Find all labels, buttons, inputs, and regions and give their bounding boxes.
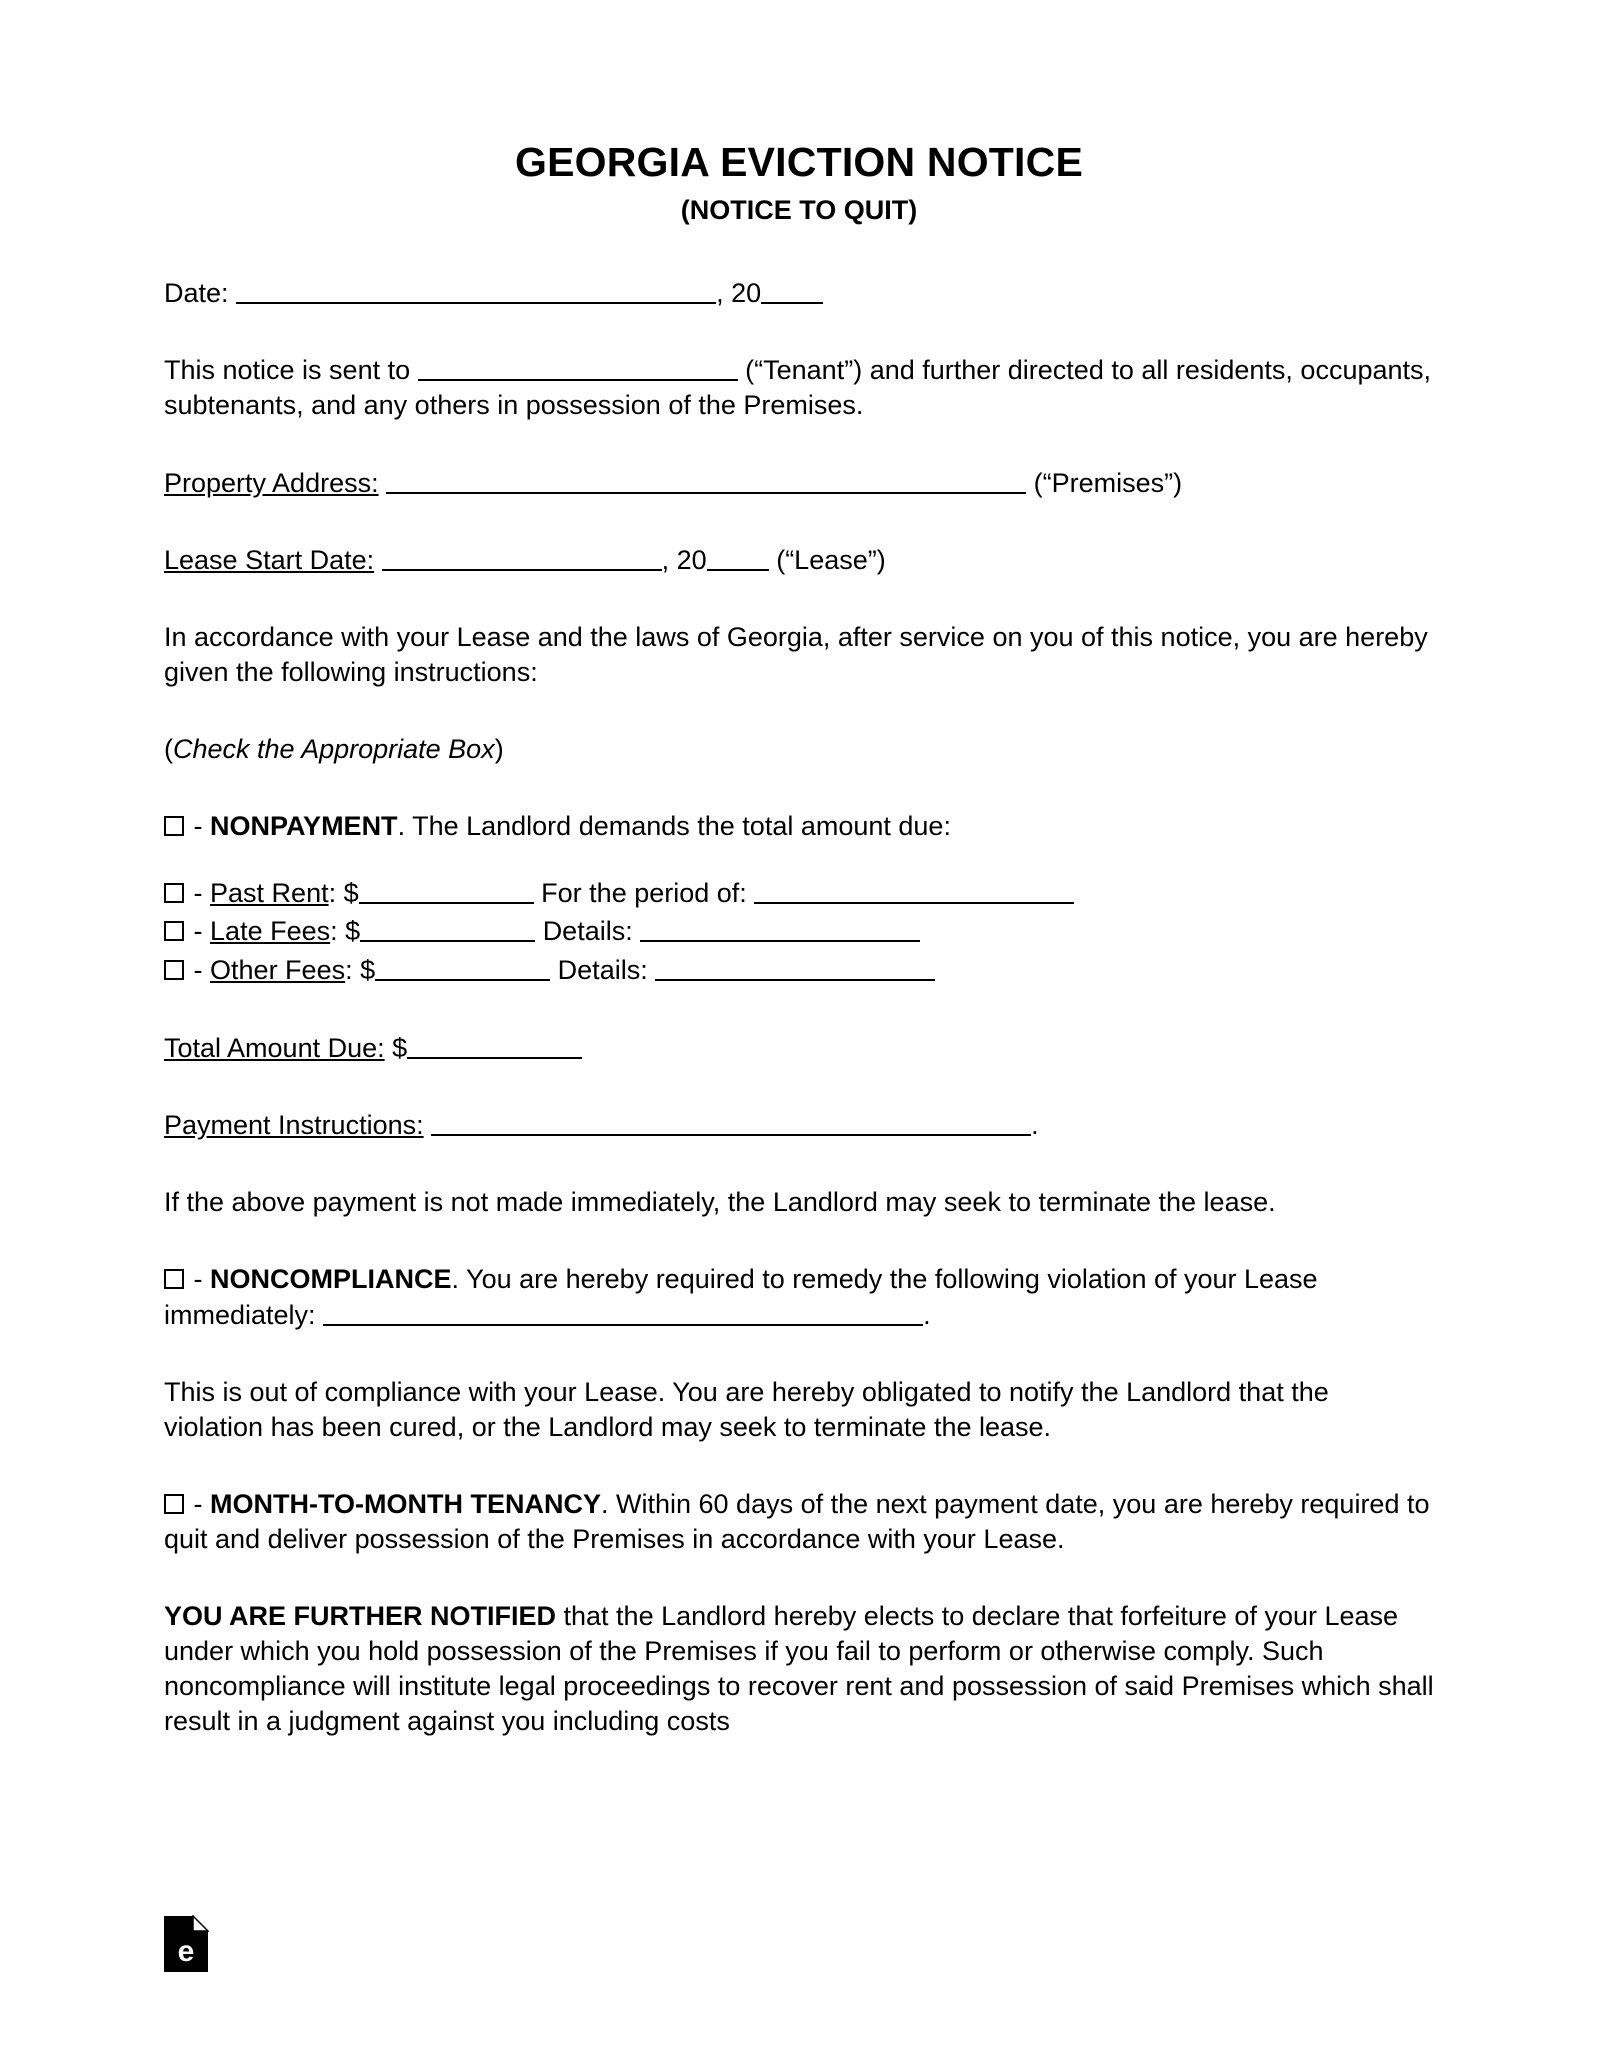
- other-fees-details-field[interactable]: [655, 953, 935, 981]
- noncompliance-follow-up-paragraph: This is out of compliance with your Lease. You are hereby obligated to notify the Landlord that the violation has been cured, or the Landlord may seek to terminate the lease.: [164, 1376, 1329, 1442]
- spacer: [164, 844, 1434, 874]
- date-year-blank-field[interactable]: [761, 277, 823, 305]
- other-fees-checkbox[interactable]: [164, 960, 184, 980]
- other-fees-label: Other Fees: [210, 954, 346, 985]
- noncompliance-period: .: [923, 1299, 931, 1330]
- notice-sent-to-paragraph: [164, 353, 1434, 423]
- other-fees-dash: -: [193, 954, 203, 985]
- spacer: [164, 578, 1434, 620]
- lease-start-date-blank-field[interactable]: [382, 543, 662, 571]
- date-year-prefix: , 20: [716, 278, 762, 309]
- lease-start-date-year-prefix: , 20: [661, 544, 707, 575]
- month-to-month-option: [164, 1487, 1434, 1557]
- payment-instructions-period: .: [1031, 1110, 1039, 1141]
- past-rent-dash: -: [193, 878, 203, 909]
- check-instruction-text: Check the Appropriate Box: [173, 733, 495, 764]
- other-fees-amount-field[interactable]: [375, 953, 550, 981]
- property-address-line: [164, 466, 1434, 501]
- total-amount-due-field[interactable]: [407, 1031, 582, 1059]
- other-fees-colon: :: [345, 954, 353, 985]
- nonpayment-checkbox[interactable]: [164, 816, 184, 836]
- spacer: [164, 1445, 1434, 1487]
- document-body: [164, 140, 1434, 1739]
- lease-start-date-line: [164, 543, 1434, 578]
- page-subtitle: (NOTICE TO QUIT): [680, 194, 918, 225]
- spacer: [164, 1143, 1434, 1185]
- property-address-label: Property Address:: [164, 467, 379, 498]
- further-notice-body: that the Landlord hereby elects to declare that forfeiture of your Lease under which you hold possession of the Premises if you fail to perform or otherwise comply. Such noncompliance will institute legal proceedings to recover rent and possession of said Premises which shall result in a judgment against you including costs: [164, 1600, 1434, 1737]
- check-instruction-close-paren: ): [494, 733, 504, 764]
- property-address-premises-note: (“Premises”): [1033, 467, 1183, 498]
- spacer: [164, 690, 1434, 732]
- further-notice-heading: YOU ARE FURTHER NOTIFIED: [164, 1600, 557, 1631]
- property-address-blank-field[interactable]: [386, 466, 1026, 494]
- payment-instructions-field[interactable]: [431, 1109, 1031, 1137]
- date-label: Date:: [164, 278, 229, 309]
- noncompliance-checkbox[interactable]: [164, 1269, 184, 1289]
- check-instruction-open-paren: (: [164, 733, 173, 764]
- late-fees-amount-field[interactable]: [360, 915, 535, 943]
- eforms-file-icon: [163, 1915, 209, 1973]
- late-fees-detail-label: Details:: [542, 916, 633, 947]
- lease-start-date-lease-note: (“Lease”): [776, 544, 886, 575]
- nonpayment-heading: NONPAYMENT: [210, 811, 398, 842]
- past-rent-period-field[interactable]: [754, 877, 1074, 905]
- nonpayment-body: . The Landlord demands the total amount due:: [397, 811, 951, 842]
- payment-instructions-label: Payment Instructions:: [164, 1110, 424, 1141]
- total-amount-due-currency: $: [392, 1033, 408, 1064]
- accordance-paragraph: In accordance with your Lease and the laws of Georgia, after service on you of this notice, you are hereby given the following instructions:: [164, 621, 1428, 687]
- spacer: [164, 1557, 1434, 1599]
- past-rent-detail-label: For the period of:: [541, 878, 747, 909]
- date-line: [164, 276, 1434, 311]
- spacer: [164, 424, 1434, 466]
- noncompliance-heading: NONCOMPLIANCE: [210, 1264, 452, 1295]
- spacer: [164, 501, 1434, 543]
- nonpayment-dash: -: [193, 811, 203, 842]
- late-fees-checkbox[interactable]: [164, 921, 184, 941]
- check-box-instruction: [164, 732, 1434, 767]
- past-rent-label: Past Rent: [210, 878, 329, 909]
- lease-start-date-year-blank-field[interactable]: [707, 543, 769, 571]
- notice-sent-to-rest: (“Tenant”) and further directed to all residents, occupants, subtenants, and any others in possession of the Premises.: [164, 355, 1432, 421]
- late-fees-colon: :: [330, 916, 338, 947]
- notice-sent-to-lead: This notice is sent to: [164, 355, 411, 386]
- total-amount-due-row: [164, 1031, 1434, 1066]
- noncompliance-dash: -: [193, 1264, 203, 1295]
- late-fees-row: [164, 912, 1434, 950]
- past-rent-amount-field[interactable]: [359, 877, 534, 905]
- month-to-month-body: . Within 60 days of the next payment date, you are hereby required to quit and deliver possession of the Premises in accordance with your Lease.: [164, 1488, 1430, 1554]
- spacer: [164, 1333, 1434, 1375]
- tenant-name-blank-field[interactable]: [418, 354, 738, 382]
- noncompliance-option: [164, 1262, 1434, 1332]
- late-fees-dash: -: [193, 916, 203, 947]
- spacer: [164, 226, 1434, 276]
- late-fees-currency: $: [345, 916, 361, 947]
- past-rent-row: [164, 874, 1434, 912]
- other-fees-row: [164, 951, 1434, 989]
- total-amount-due-label: Total Amount Due:: [164, 1033, 385, 1064]
- month-to-month-dash: -: [193, 1488, 203, 1519]
- noncompliance-violation-field[interactable]: [323, 1298, 923, 1326]
- page-title: GEORGIA EVICTION NOTICE: [514, 139, 1083, 185]
- late-fees-label: Late Fees: [210, 916, 331, 947]
- spacer: [164, 1220, 1434, 1262]
- spacer: [164, 311, 1434, 353]
- lease-start-date-label: Lease Start Date:: [164, 544, 375, 575]
- past-rent-checkbox[interactable]: [164, 883, 184, 903]
- month-to-month-checkbox[interactable]: [164, 1494, 184, 1514]
- past-rent-currency: $: [343, 878, 359, 909]
- payment-instructions-row: [164, 1108, 1434, 1143]
- nonpayment-closing-paragraph: If the above payment is not made immediately, the Landlord may seek to terminate the lease.: [164, 1187, 1276, 1218]
- logo-letter: e: [177, 1935, 195, 1968]
- further-notice-paragraph: [164, 1599, 1434, 1739]
- month-to-month-heading: MONTH-TO-MONTH TENANCY: [210, 1488, 601, 1519]
- other-fees-detail-label: Details:: [557, 954, 648, 985]
- noncompliance-body: . You are hereby required to remedy the following violation of your Lease immediately:: [164, 1264, 1318, 1330]
- past-rent-colon: :: [328, 878, 337, 909]
- late-fees-details-field[interactable]: [640, 915, 920, 943]
- spacer: [164, 989, 1434, 1031]
- other-fees-currency: $: [360, 954, 376, 985]
- spacer: [164, 1066, 1434, 1108]
- nonpayment-option: [164, 809, 1434, 844]
- date-blank-field[interactable]: [236, 277, 716, 305]
- spacer: [164, 767, 1434, 809]
